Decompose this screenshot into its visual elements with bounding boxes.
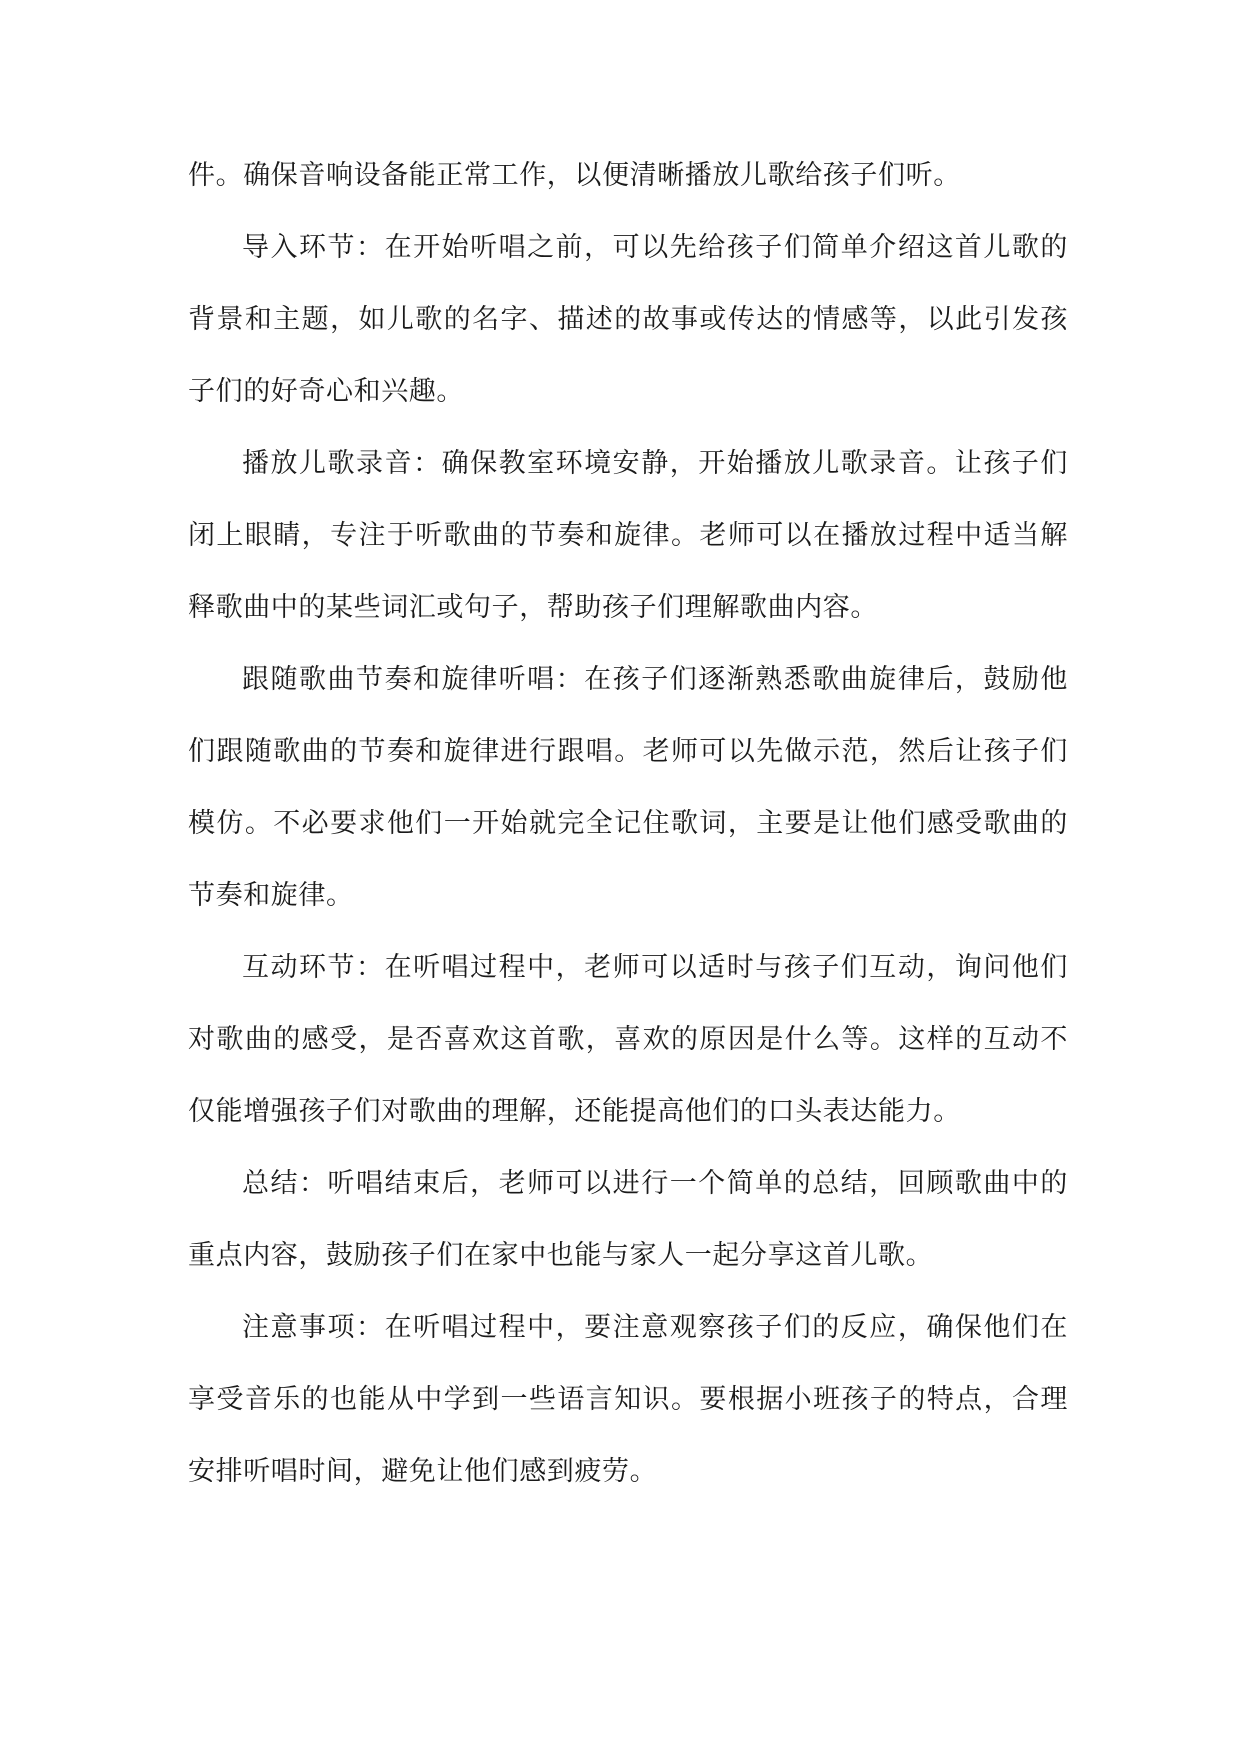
paragraph-continuation: 件。确保音响设备能正常工作，以便清晰播放儿歌给孩子们听。 [188,160,961,191]
paragraph-play-recording: 播放儿歌录音：确保教室环境安静，开始播放儿歌录音。让孩子们闭上眼睛，专注于听歌曲的节奏和旋律。老师可以在播放过程中适当解释歌曲中的某些词汇或句子，帮助孩子们理解歌曲内容。 [188,448,1068,623]
paragraph-summary: 总结：听唱结束后，老师可以进行一个简单的总结，回顾歌曲中的重点内容，鼓励孩子们在家中也能与家人一起分享这首儿歌。 [188,1168,1068,1271]
document-body [188,140,1068,1508]
paragraph-sing-along: 跟随歌曲节奏和旋律听唱：在孩子们逐渐熟悉歌曲旋律后，鼓励他们跟随歌曲的节奏和旋律进行跟唱。老师可以先做示范，然后让孩子们模仿。不必要求他们一开始就完全记住歌词，主要是让他们感受歌曲的节奏和旋律。 [188,664,1068,911]
paragraph-introduction: 导入环节：在开始听唱之前，可以先给孩子们简单介绍这首儿歌的背景和主题，如儿歌的名字、描述的故事或传达的情感等，以此引发孩子们的好奇心和兴趣。 [188,232,1068,407]
paragraph-interaction: 互动环节：在听唱过程中，老师可以适时与孩子们互动，询问他们对歌曲的感受，是否喜欢这首歌，喜欢的原因是什么等。这样的互动不仅能增强孩子们对歌曲的理解，还能提高他们的口头表达能力。 [188,952,1068,1127]
paragraph-notes: 注意事项：在听唱过程中，要注意观察孩子们的反应，确保他们在享受音乐的也能从中学到一些语言知识。要根据小班孩子的特点，合理安排听唱时间，避免让他们感到疲劳。 [188,1312,1068,1487]
